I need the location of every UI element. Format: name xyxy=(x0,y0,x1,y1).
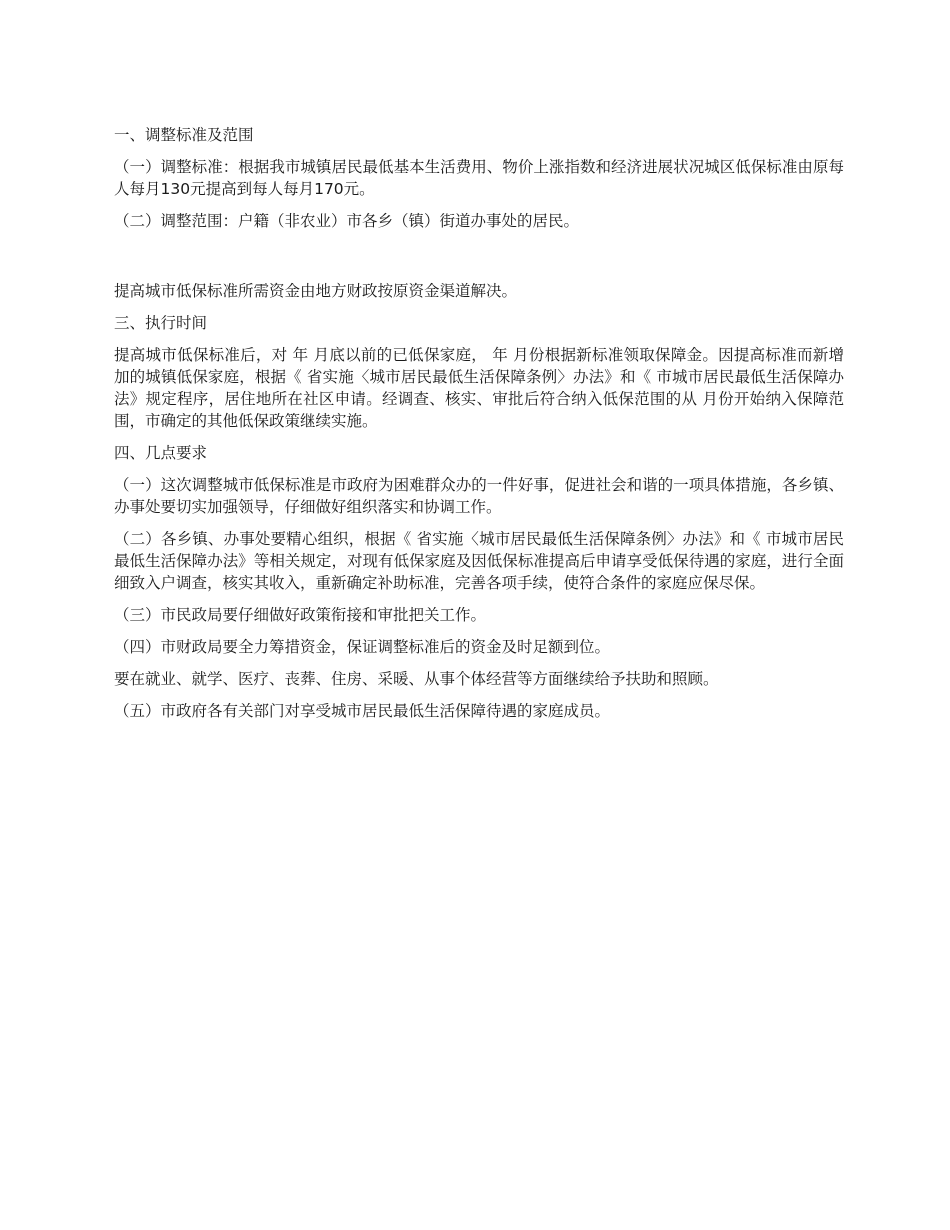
blank-gap xyxy=(114,242,844,280)
section-heading-execution-time: 三、执行时间 xyxy=(114,314,208,332)
paragraph-requirement-5: （五）市政府各有关部门对享受城市居民最低生活保障待遇的家庭成员。 xyxy=(114,702,611,720)
paragraph-requirement-2: （二）各乡镇、办事处要精心组织，根据《 省实施〈城市居民最低生活保障条例〉办法》和《 市城市居民最低生活保障办法》等相关规定，对现有低保家庭及因低保标准提高后申请享受低保待遇的家庭，进行全面细致入户调查，核实其收入，重新确定补助标准，完善各项手续，使符合条件的家庭应保尽保。 xyxy=(114,530,844,592)
paragraph-adjust-standard: （一）调整标准：根据我市城镇居民最低基本生活费用、物价上涨指数和经济进展状况城区低保标准由原每人每月130元提高到每人每月170元。 xyxy=(114,158,844,198)
paragraph-funding: 提高城市低保标准所需资金由地方财政按原资金渠道解决。 xyxy=(114,282,518,300)
section-heading-requirements: 四、几点要求 xyxy=(114,444,208,462)
paragraph-requirement-4: （四）市财政局要全力筹措资金，保证调整标准后的资金及时足额到位。 xyxy=(114,638,611,656)
paragraph-requirement-1: （一）这次调整城市低保标准是市政府为困难群众办的一件好事，促进社会和谐的一项具体措施，各乡镇、办事处要切实加强领导，仔细做好组织落实和协调工作。 xyxy=(114,476,844,516)
paragraph-adjust-scope: （二）调整范围：户籍（非农业）市各乡（镇）街道办事处的居民。 xyxy=(114,212,580,230)
paragraph-execution-time: 提高城市低保标准后，对 年 月底以前的已低保家庭， 年 月份根据新标准领取保障金。因提高标准而新增加的城镇低保家庭，根据《 省实施〈城市居民最低生活保障条例〉办法》和《 市城市居民最低生活保障办法》规定程序，居住地所在社区申请。经调查、核实、审批后符合纳入低保范围的从 月份开始纳入保障范围，市确定的其他低保政策继续实施。 xyxy=(114,346,844,430)
document-body xyxy=(114,124,844,732)
section-heading-adjust-standard: 一、调整标准及范围 xyxy=(114,126,254,144)
paragraph-requirement-3: （三）市民政局要仔细做好政策衔接和审批把关工作。 xyxy=(114,606,487,624)
paragraph-support: 要在就业、就学、医疗、丧葬、住房、采暖、从事个体经营等方面继续给予扶助和照顾。 xyxy=(114,670,719,688)
